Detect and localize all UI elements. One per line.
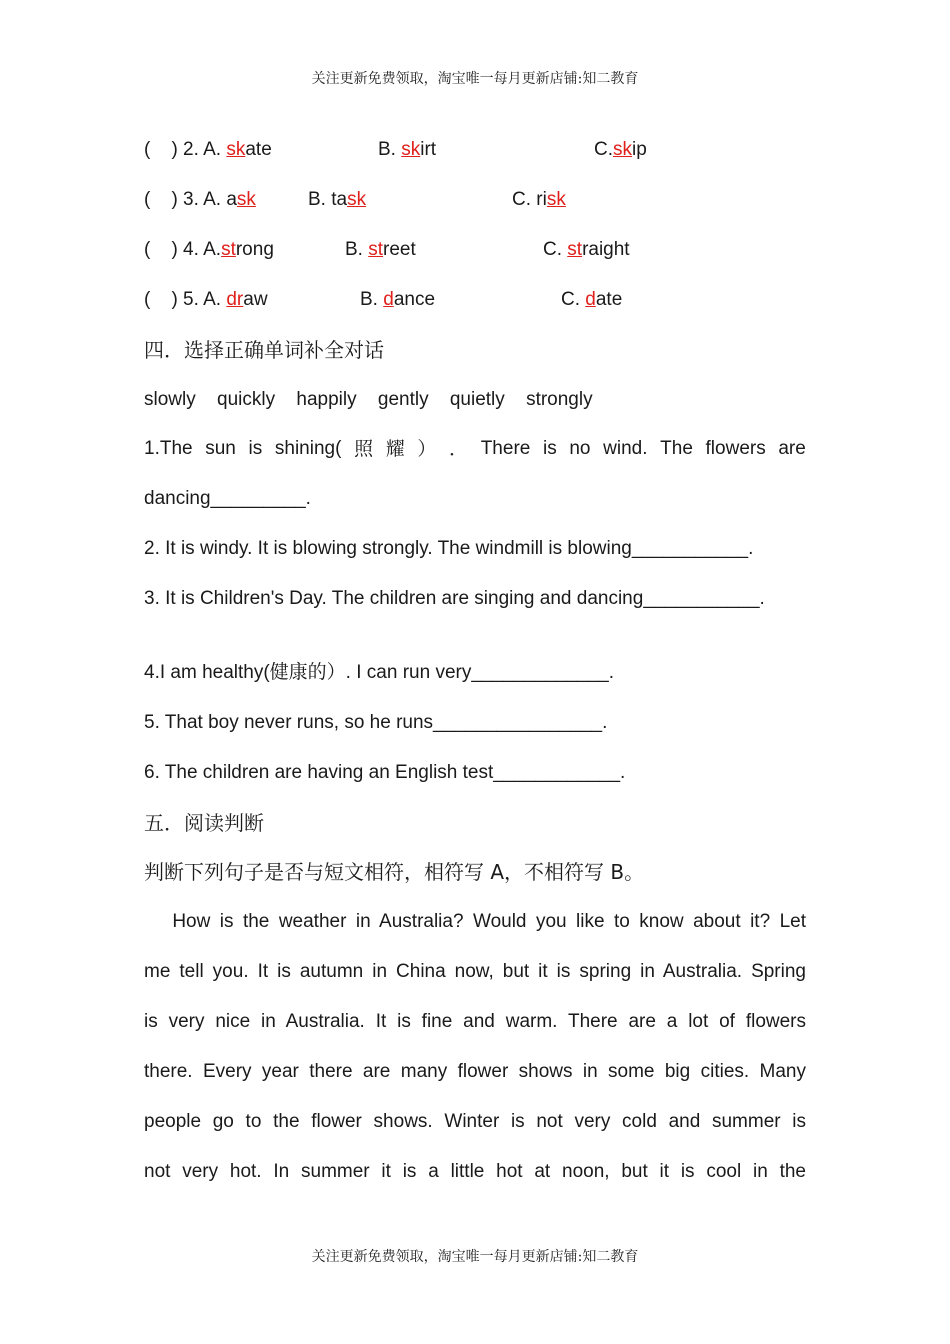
option-a-highlight: dr xyxy=(226,289,244,310)
passage-line: there. Every year there are many flower shows in some big cities. Many xyxy=(144,1061,806,1082)
option-c-highlight: d xyxy=(585,289,596,310)
word-bank-item: gently xyxy=(377,389,429,410)
option-c-highlight: sk xyxy=(546,189,566,210)
option-b-prefix: B. xyxy=(360,289,384,310)
option-c-rest: ate xyxy=(595,289,623,310)
question-5: 5. That boy never runs, so he runs________________. xyxy=(144,712,608,733)
question-prefix: ( ) 4. A. xyxy=(144,239,222,260)
page-footer: 关注更新免费领取，淘宝唯一每月更新店铺:知二教育 xyxy=(311,1249,639,1265)
word: 1.The xyxy=(144,438,193,459)
word-bank-item: quietly xyxy=(449,389,505,410)
option-c-highlight: sk xyxy=(613,139,632,160)
word: shining( xyxy=(274,438,342,459)
option-c-prefix: C. xyxy=(543,239,568,260)
word: 耀 xyxy=(385,438,405,460)
passage-line: How is the weather in Australia? Would you like to know about it? Let xyxy=(144,911,806,932)
option-b-highlight: st xyxy=(368,239,384,260)
word-bank-item: happily xyxy=(296,389,357,410)
option-c-highlight: st xyxy=(567,239,583,260)
option-a-highlight: sk xyxy=(226,139,246,160)
option-a-highlight: st xyxy=(221,239,236,260)
word: are xyxy=(778,438,806,459)
option-b-rest: reet xyxy=(383,239,416,260)
question-4: 4.I am healthy(健康的）. I can run very_____________. xyxy=(144,662,614,683)
section-5-title: 五．阅读判断 xyxy=(144,811,264,835)
option-a-rest: aw xyxy=(243,289,268,310)
page-header: 关注更新免费领取，淘宝唯一每月更新店铺:知二教育 xyxy=(311,71,639,87)
word: There xyxy=(480,438,531,459)
word: sun xyxy=(205,438,236,459)
question-prefix: ( ) 5. A. xyxy=(144,289,227,310)
word-bank-item: strongly xyxy=(526,389,593,410)
word-bank-item: quickly xyxy=(217,389,276,410)
word: is xyxy=(248,438,263,459)
option-a-highlight: sk xyxy=(236,189,256,210)
section-5-instruction: 判断下列句子是否与短文相符，相符写 A，不相符写 B。 xyxy=(144,860,645,884)
question-1-line-1 xyxy=(144,437,806,461)
passage-line: me tell you. It is autumn in China now, but it is spring in Australia. Spring xyxy=(144,961,806,982)
option-c-prefix: C. xyxy=(561,289,586,310)
option-b-rest: irt xyxy=(420,139,437,160)
option-b-highlight: d xyxy=(383,289,394,310)
option-c-prefix: C. xyxy=(594,139,613,160)
option-b-highlight: sk xyxy=(401,139,421,160)
option-a-rest: rong xyxy=(235,239,274,260)
question-1-line-2: dancing_________. xyxy=(144,488,311,509)
word: is xyxy=(542,438,557,459)
option-b-rest: ance xyxy=(393,289,436,310)
word: The xyxy=(660,438,693,459)
passage-line: is very nice in Australia. It is fine and warm. There are a lot of flowers xyxy=(144,1011,806,1032)
word: flowers xyxy=(705,438,766,459)
word: ． xyxy=(449,438,469,460)
option-a-rest: ate xyxy=(245,139,272,160)
option-c-rest: ip xyxy=(632,139,647,160)
question-6: 6. The children are having an English test____________. xyxy=(144,762,626,783)
word-bank-item: slowly xyxy=(144,389,196,410)
question-3: 3. It is Children's Day. The children are singing and dancing___________. xyxy=(144,588,765,609)
option-b-prefix: B. xyxy=(378,139,402,160)
word: wind. xyxy=(603,438,648,459)
question-prefix: ( ) 2. A. xyxy=(144,139,227,160)
word: no xyxy=(569,438,591,459)
option-b-prefix: B. xyxy=(345,239,369,260)
option-c-rest: raight xyxy=(582,239,630,260)
option-c-prefix: C. ri xyxy=(512,189,547,210)
option-b-highlight: sk xyxy=(347,189,367,210)
word: ） xyxy=(417,438,437,460)
word-bank xyxy=(144,388,609,412)
section-4-title: 四．选择正确单词补全对话 xyxy=(144,338,384,362)
question-2: 2. It is windy. It is blowing strongly. The windmill is blowing___________. xyxy=(144,538,754,559)
question-prefix: ( ) 3. A. a xyxy=(144,189,237,210)
passage-line: people go to the flower shows. Winter is not very cold and summer is xyxy=(144,1111,806,1132)
passage-line: not very hot. In summer it is a little hot at noon, but it is cool in the xyxy=(144,1161,806,1182)
word: 照 xyxy=(354,438,374,460)
option-b-prefix: B. ta xyxy=(308,189,348,210)
